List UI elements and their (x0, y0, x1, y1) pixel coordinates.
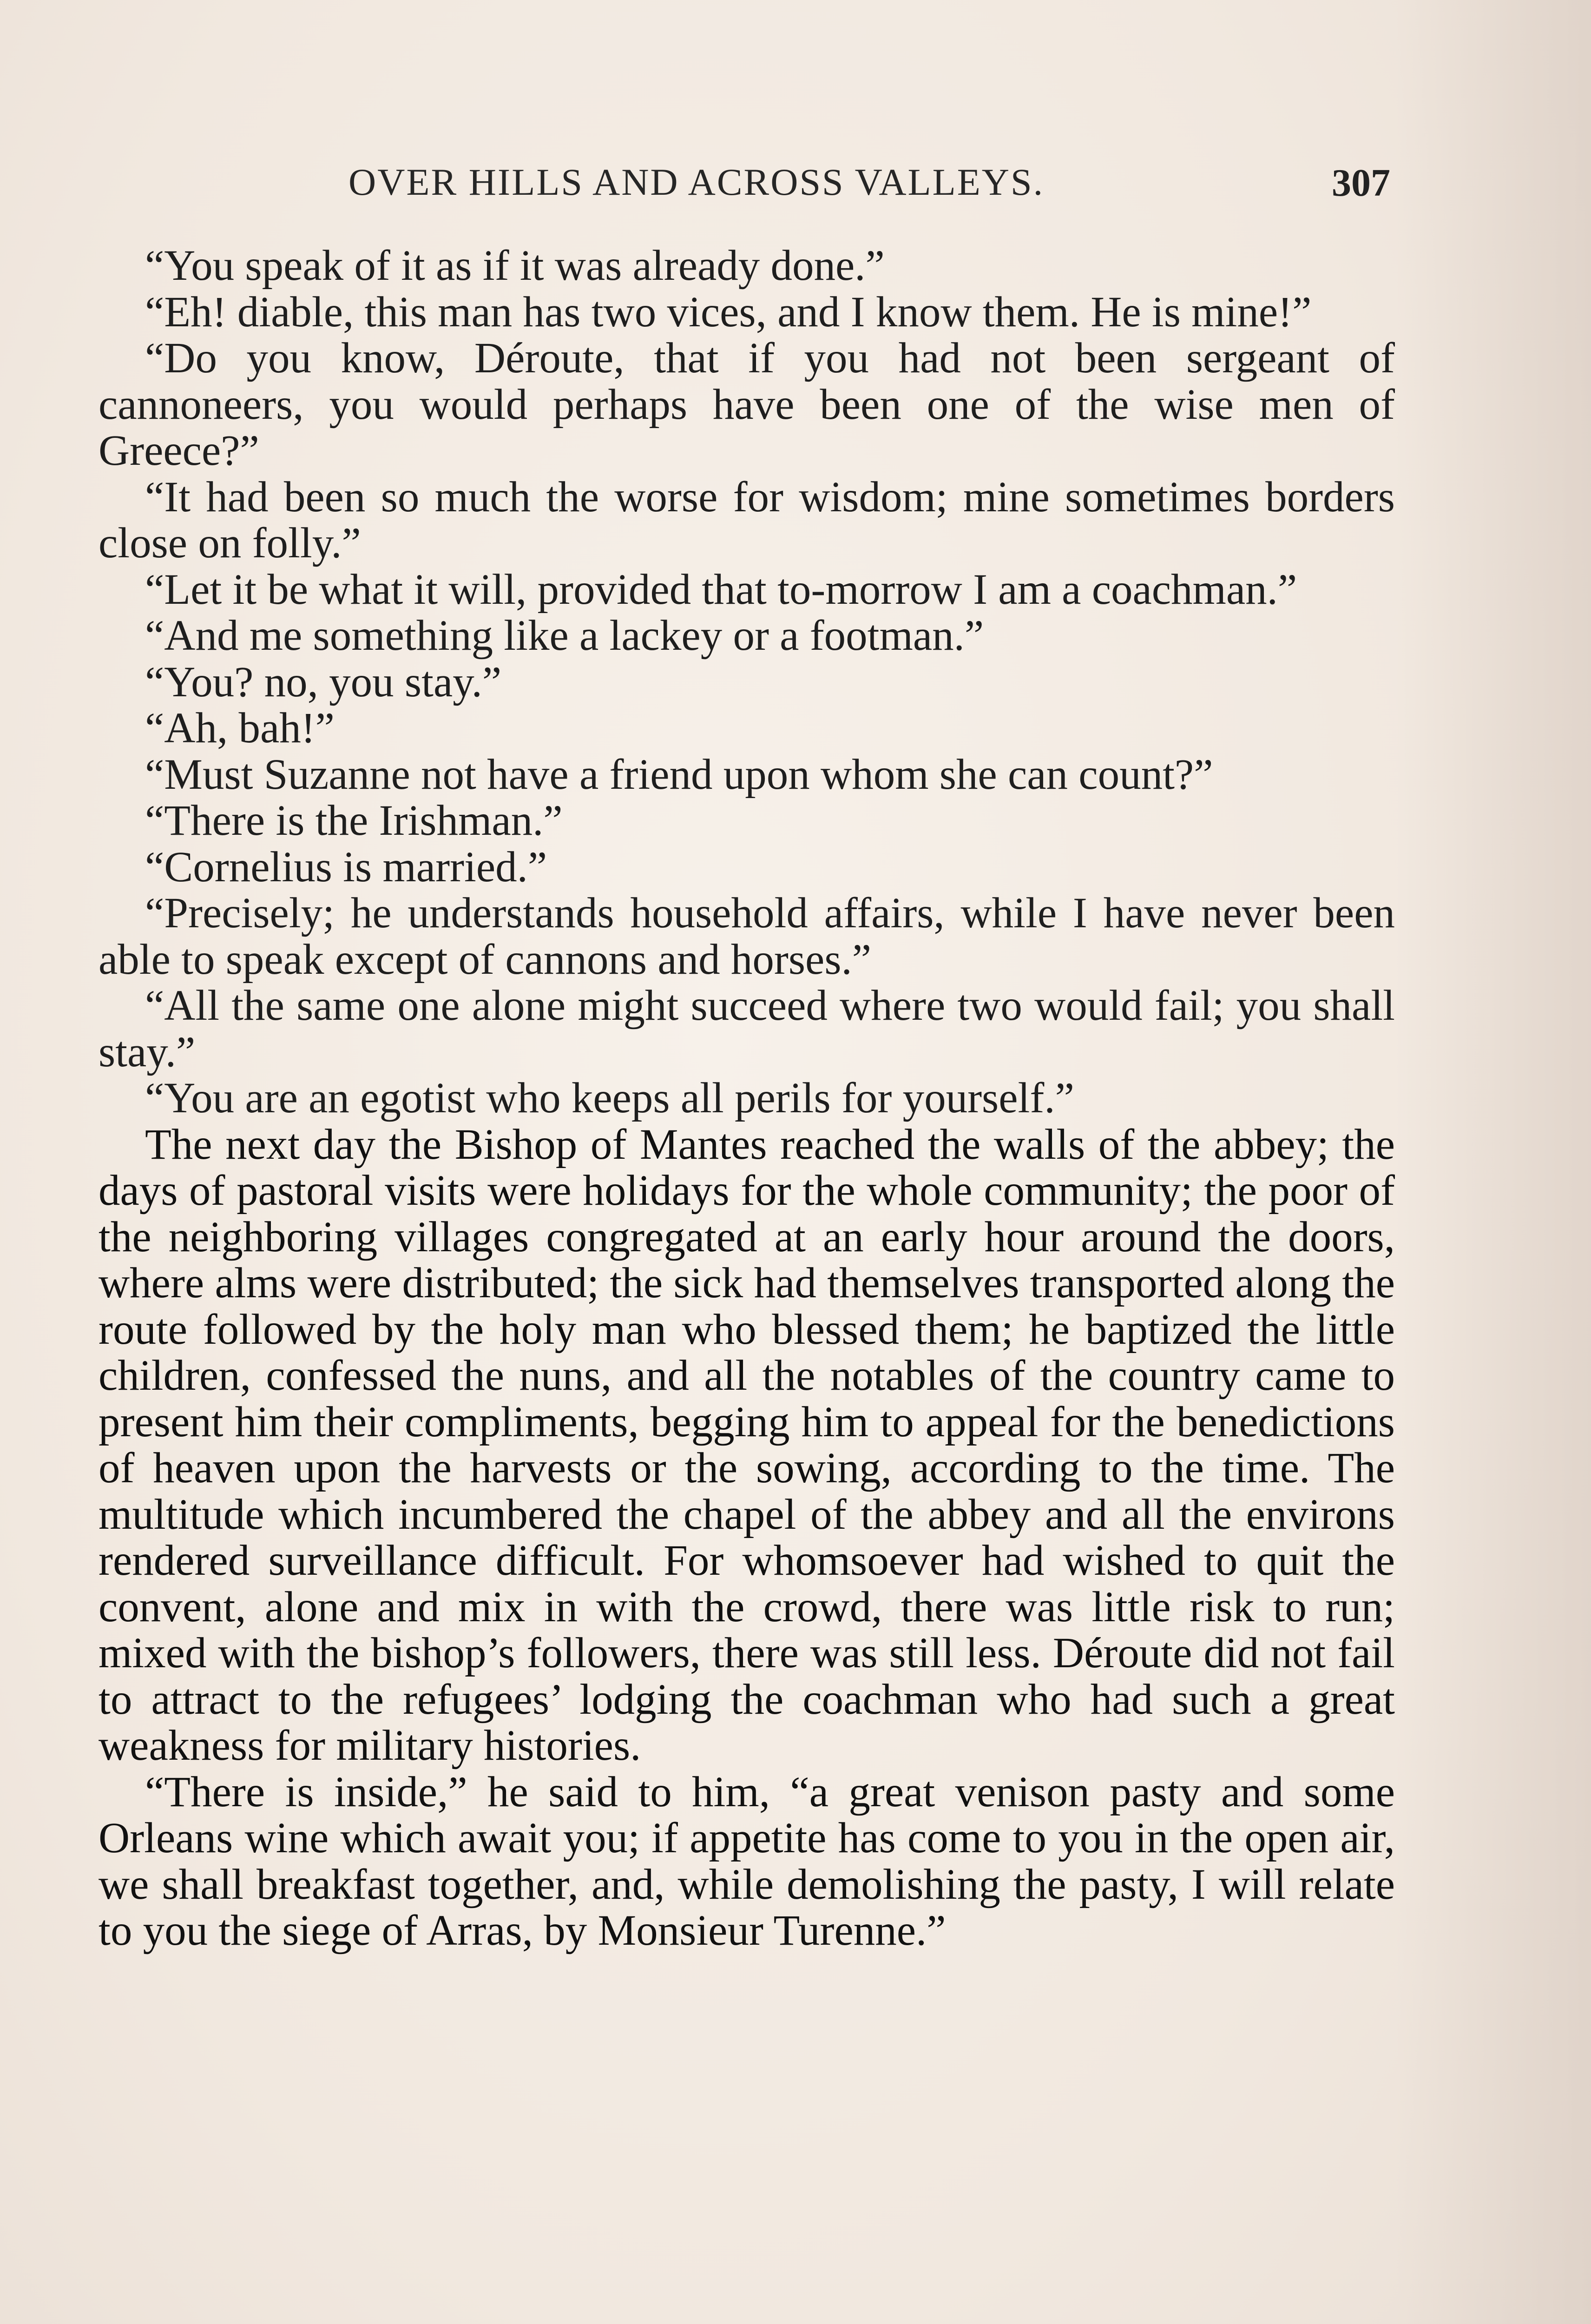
running-title: OVER HILLS AND ACROSS VALLEYS. (348, 161, 1045, 203)
paragraph: The next day the Bishop of Mantes reached the walls of the abbey; the days of pastoral visits were holidays for the whole community; the poor of the neighboring villages congregated at an early hour around the doors, where alms were distributed; the sick had themselves transported along the route followed by the holy man who blessed them; he baptized the little children, confessed the nuns, and all the notables of the country came to present him their compliments, begging him to appeal for the benedictions of heaven upon the harvests or the sowing, according to the time. The multitude which incumbered the chapel of the abbey and all the environs rendered surveillance difficult. For whomsoever had wished to quit the convent, alone and mix in with the crowd, there was little risk to run; mixed with the bishop’s followers, there was still less. Déroute did not fail to attract to the refugees’ lodging the coachman who had such a great weakness for military histories. (99, 1120, 1395, 1769)
page-number: 307 (1332, 161, 1390, 205)
paragraph: “Let it be what it will, provided that to-morrow I am a coachman.” (145, 565, 1297, 614)
paragraph: “Precisely; he understands household affairs, while I have never been able to speak except of cannons and horses.” (99, 889, 1395, 984)
paragraph: “Ah, bah!” (145, 704, 335, 752)
paragraph: “There is inside,” he said to him, “a great venison pasty and some Orleans wine which await you; if appetite has come to you in the open air, we shall breakfast together, and, while demolishing the pasty, I will relate to you the siege of Arras, by Monsieur Turenne.” (99, 1768, 1395, 1954)
paragraph: “Eh! diable, this man has two vices, and I know them. He is mine!” (145, 288, 1312, 336)
paragraph: “Do you know, Déroute, that if you had not been sergeant of cannoneers, you would perhaps have been one of the wise men of Greece?” (99, 334, 1395, 475)
paragraph: “You speak of it as if it was already done.” (145, 242, 885, 290)
paragraph: “Cornelius is married.” (145, 843, 547, 891)
paragraph: “You? no, you stay.” (145, 658, 502, 706)
body-text (99, 243, 1395, 1954)
page-edge-shadow (1396, 0, 1591, 2324)
paragraph: “There is the Irishman.” (145, 797, 563, 845)
paragraph: “Must Suzanne not have a friend upon whom she can count?” (145, 750, 1213, 799)
paragraph: “And me something like a lackey or a footman.” (145, 612, 984, 660)
paragraph: “It had been so much the worse for wisdom; mine sometimes borders close on folly.” (99, 473, 1395, 567)
paragraph: “You are an egotist who keeps all perils for yourself.” (145, 1074, 1074, 1122)
paragraph: “All the same one alone might succeed where two would fail; you shall stay.” (99, 982, 1395, 1076)
